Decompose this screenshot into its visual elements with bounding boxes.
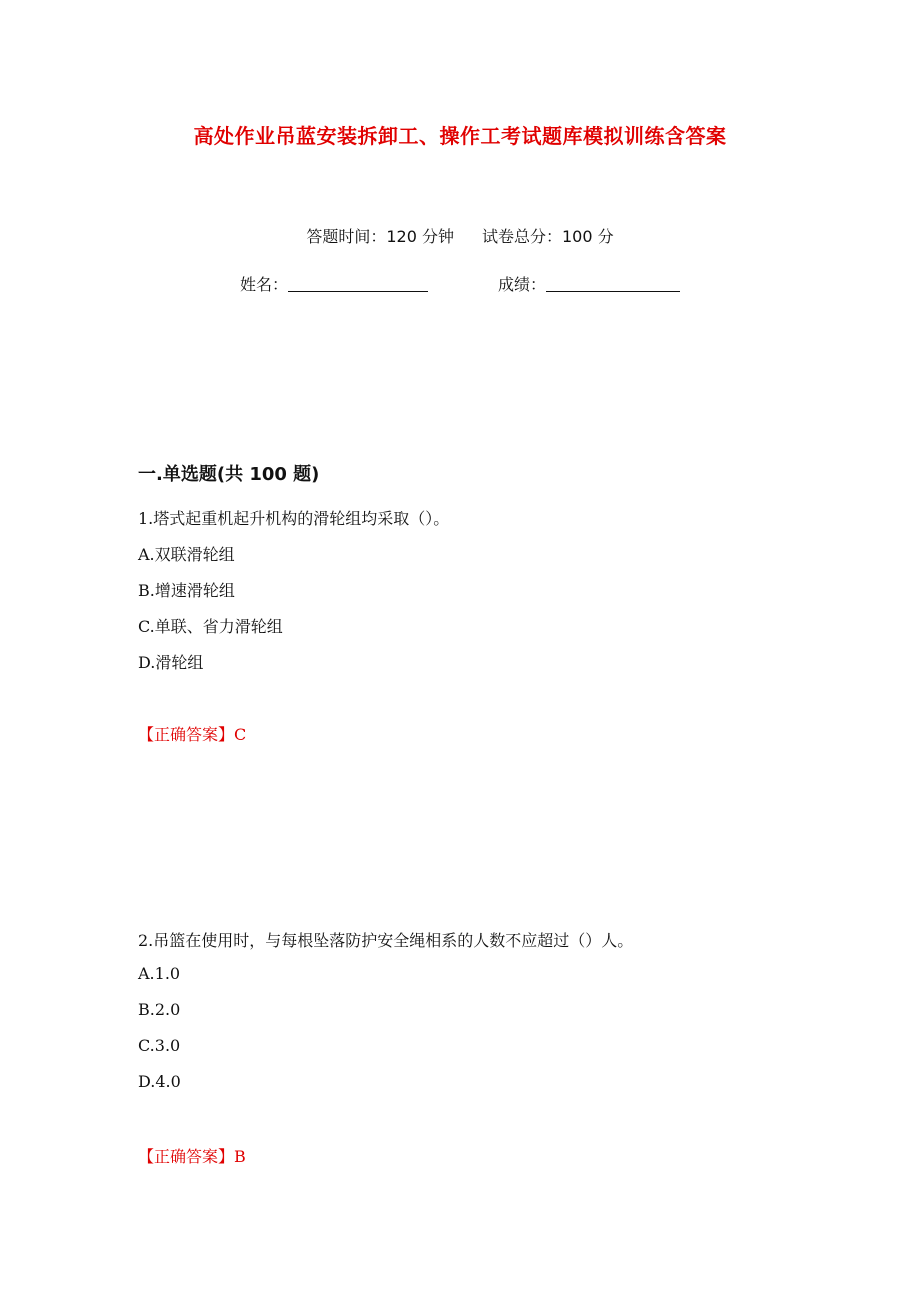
name-label: 姓名：: [239, 275, 288, 294]
correct-answer: [138, 722, 246, 745]
question-stem: 1.塔式起重机起升机构的滑轮组均采取（）。: [138, 509, 450, 528]
option-d: D.滑轮组: [138, 653, 204, 672]
name-blank: [288, 277, 428, 292]
option-a: A.双联滑轮组: [138, 545, 235, 564]
time-label: 答题时间：120 分钟: [306, 227, 454, 246]
candidate-line: [0, 272, 920, 295]
exam-meta-line: [0, 224, 920, 247]
option-d: D.4.0: [138, 1072, 181, 1091]
option-c: C.3.0: [138, 1036, 181, 1055]
option-a: A.1.0: [138, 964, 181, 983]
answer-value: B: [234, 1147, 246, 1166]
answer-value: C: [234, 725, 247, 744]
grade-blank: [546, 277, 680, 292]
correct-answer: [138, 1144, 246, 1167]
question-stem: 2.吊篮在使用时，与每根坠落防护安全绳相系的人数不应超过（）人。: [138, 931, 634, 950]
grade-label: 成绩：: [498, 275, 547, 294]
answer-label: 【正确答案】: [138, 1147, 235, 1166]
option-c: C.单联、省力滑轮组: [138, 617, 283, 636]
score-label: 试卷总分：100 分: [482, 227, 614, 246]
page-title: 高处作业吊蓝安装拆卸工、操作工考试题库模拟训练含答案: [193, 124, 727, 148]
option-b: B.增速滑轮组: [138, 581, 235, 600]
option-b: B.2.0: [138, 1000, 181, 1019]
answer-label: 【正确答案】: [138, 725, 235, 744]
section-heading: 一.单选题(共 100 题): [138, 464, 320, 485]
